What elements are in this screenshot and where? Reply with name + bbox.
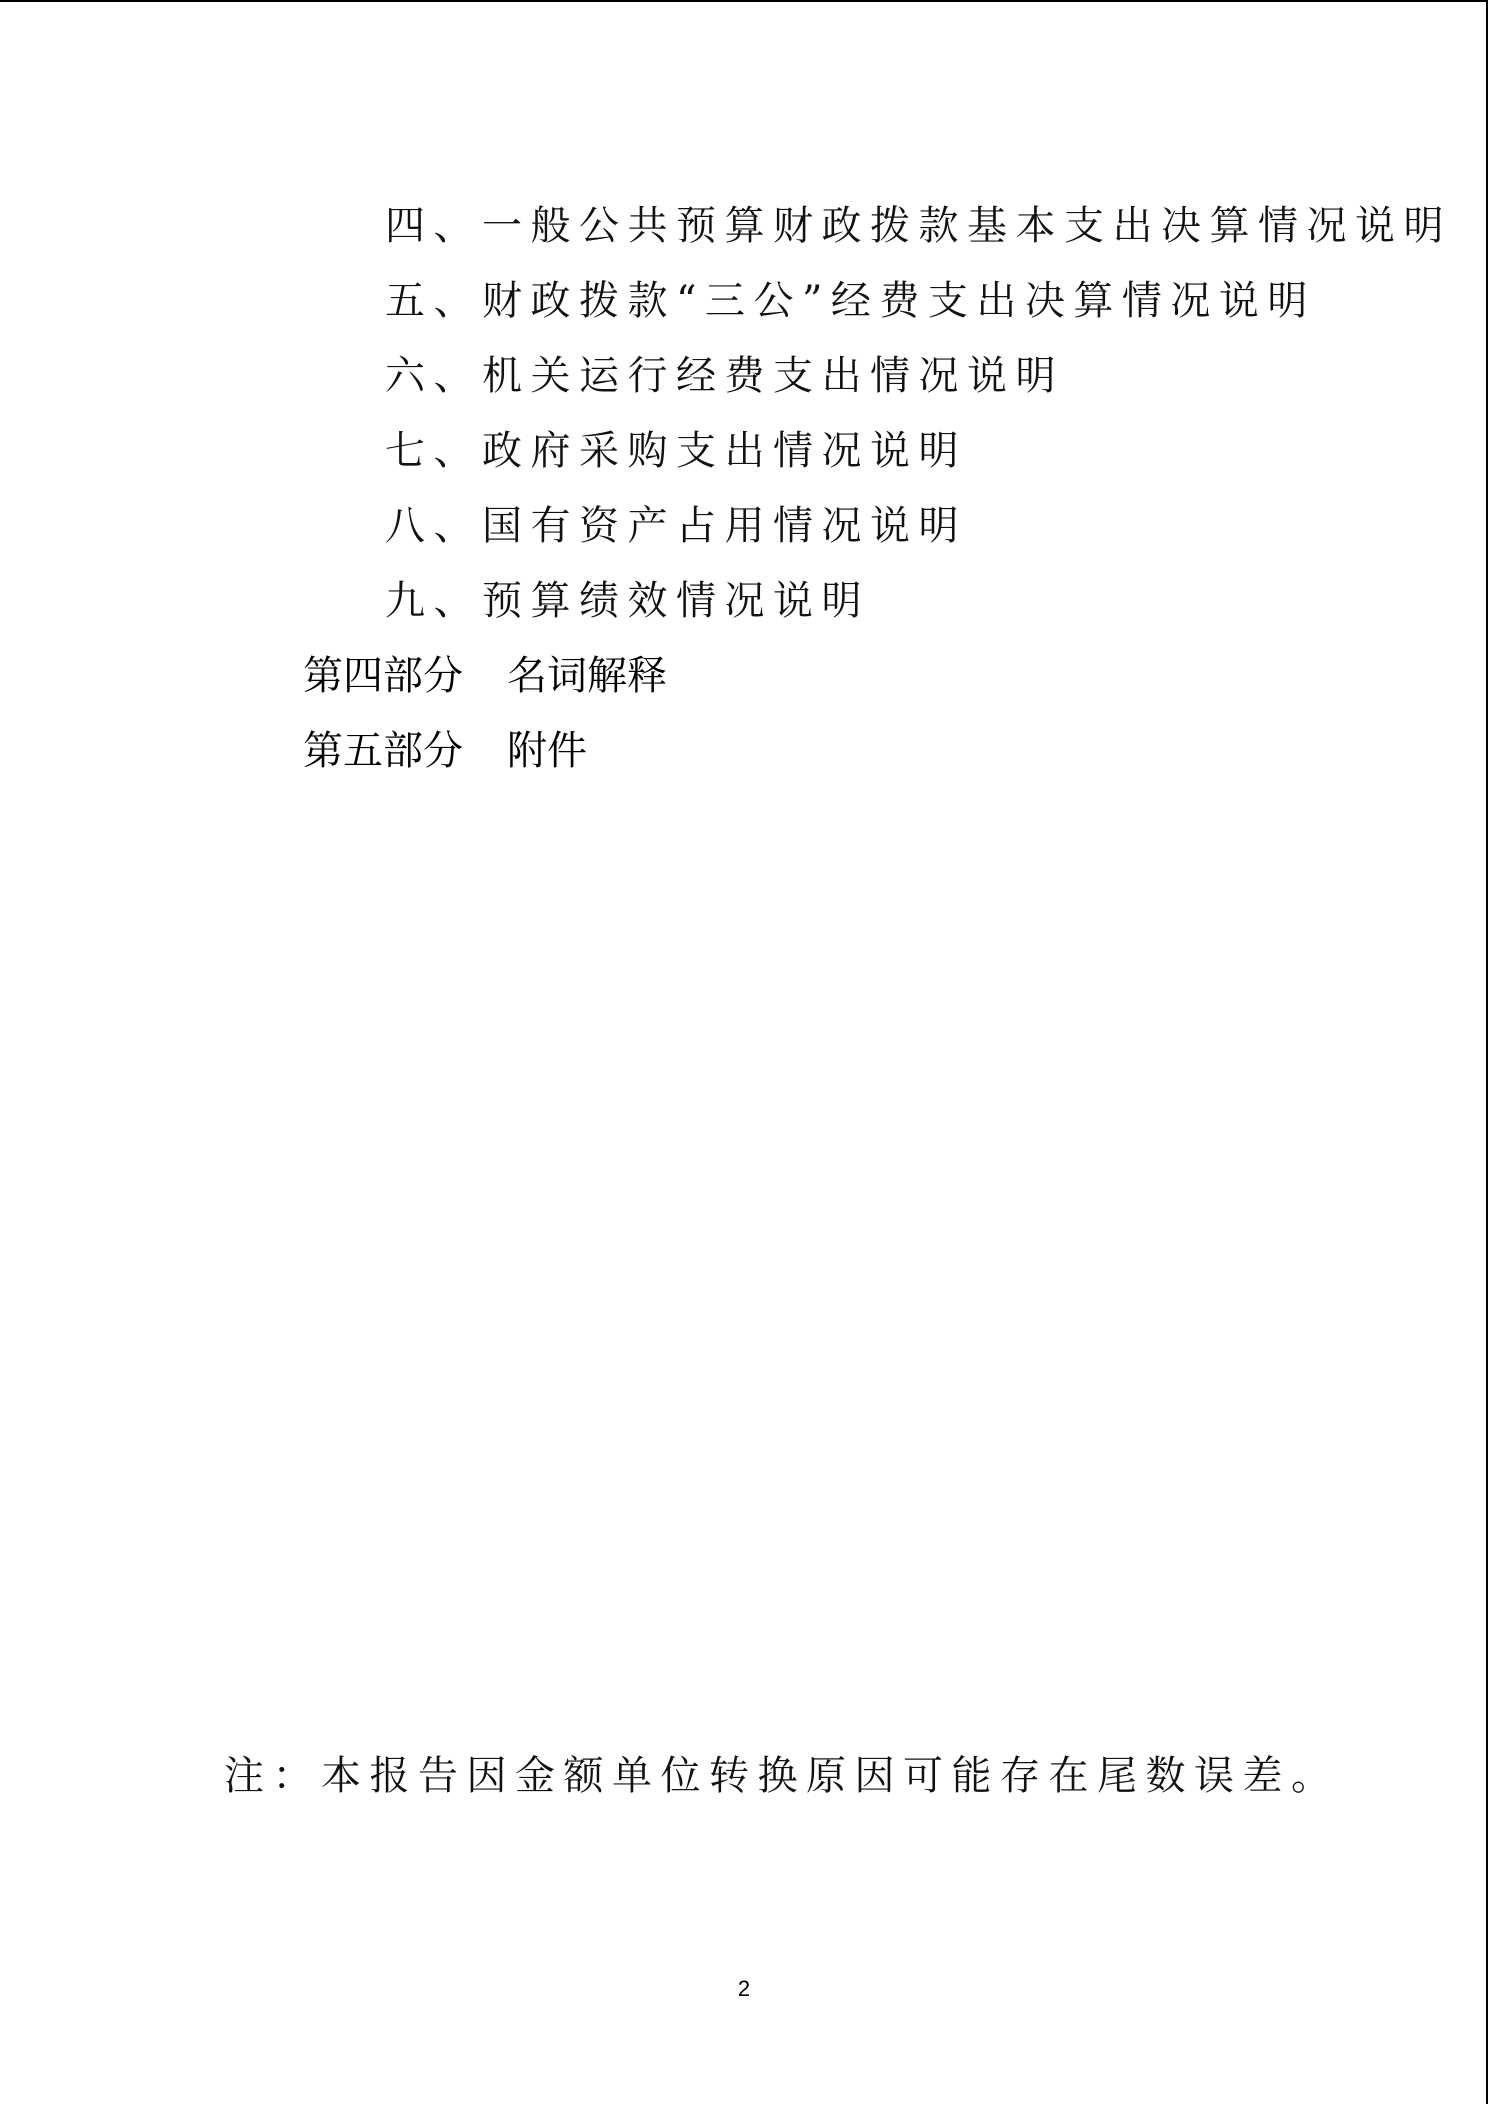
page-number: 2 xyxy=(737,1976,751,2001)
toc-item-section-6: 六、机关运行经费支出情况说明 xyxy=(385,353,1064,399)
part-number: 第四部分 xyxy=(303,653,463,699)
part-number: 第五部分 xyxy=(303,728,463,774)
toc-item-section-9: 九、预算绩效情况说明 xyxy=(385,578,870,624)
footnote: 注：本报告因金额单位转换原因可能存在尾数误差。 xyxy=(224,1753,1340,1799)
toc-item-section-7: 七、政府采购支出情况说明 xyxy=(385,428,967,474)
part-name: 附件 xyxy=(507,728,587,774)
toc-part-5 xyxy=(303,727,587,775)
part-name: 名词解释 xyxy=(507,653,667,699)
toc-item-section-4: 四、一般公共预算财政拨款基本支出决算情况说明 xyxy=(385,203,1452,249)
toc-item-section-5: 五、财政拨款“三公”经费支出决算情况说明 xyxy=(385,278,1316,324)
toc-item-section-8: 八、国有资产占用情况说明 xyxy=(385,503,967,549)
toc-part-4 xyxy=(303,652,667,700)
